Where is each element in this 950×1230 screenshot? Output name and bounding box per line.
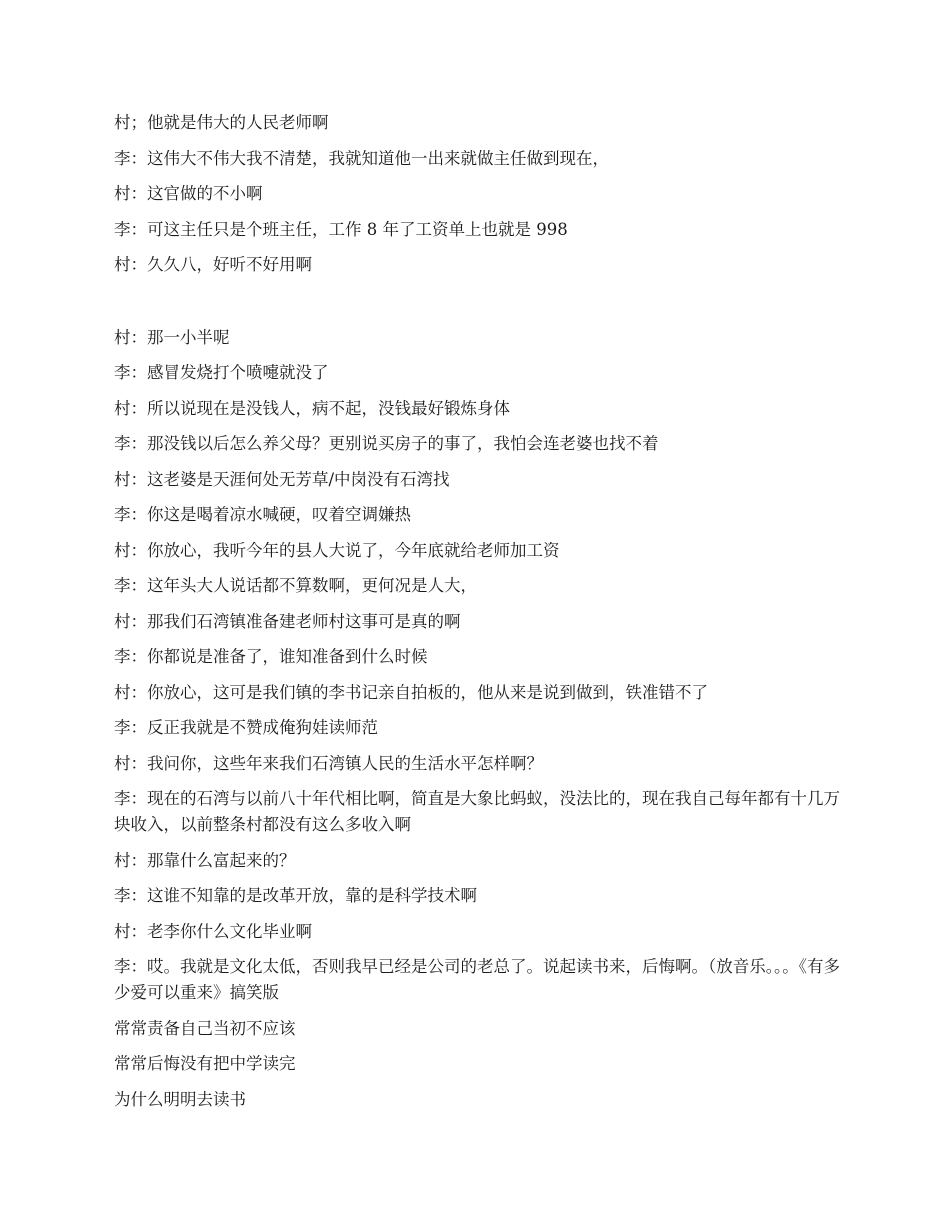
dialogue-line: 村：我问你，这些年来我们石湾镇人民的生活水平怎样啊？ bbox=[114, 753, 543, 773]
lyric-line: 常常后悔没有把中学读完 bbox=[114, 1054, 296, 1073]
dialogue-line: 李：这年头大人说话都不算数啊，更何况是人大， bbox=[114, 576, 477, 595]
dialogue-line: 李：这谁不知靠的是改革开放，靠的是科学技术啊 bbox=[114, 886, 477, 905]
dialogue-line: 村：那靠什么富起来的？ bbox=[114, 850, 296, 870]
dialogue-line: 李：你这是喝着凉水喊硬，叹着空调嫌热 bbox=[114, 505, 411, 524]
dialogue-line: 李：可这主任只是个班主任，工作 8 年了工资单上也就是 998 bbox=[114, 219, 568, 239]
dialogue-line: 李：现在的石湾与以前八十年代相比啊，简直是大象比蚂蚁，没法比的，现在我自己每年都有十几万块收入，以前整条村都没有这么多收入啊 bbox=[114, 789, 840, 834]
dialogue-line: 李：感冒发烧打个喷嚏就没了 bbox=[114, 363, 329, 382]
lyric-line: 常常责备自己当初不应该 bbox=[114, 1018, 296, 1038]
dialogue-line: 村：这官做的不小啊 bbox=[114, 184, 263, 203]
dialogue-line: 村：你放心，这可是我们镇的李书记亲自拍板的，他从来是说到做到，铁准错不了 bbox=[114, 682, 708, 702]
dialogue-line: 李：反正我就是不赞成俺狗娃读师范 bbox=[114, 718, 378, 737]
dialogue-line: 村：所以说现在是没钱人，病不起，没钱最好锻炼身体 bbox=[114, 398, 510, 418]
dialogue-line: 村：你放心，我听今年的县人大说了，今年底就给老师加工资 bbox=[114, 540, 560, 560]
dialogue-line: 村：这老婆是天涯何处无芳草/中岗没有石湾找 bbox=[114, 469, 450, 489]
document-body bbox=[114, 110, 844, 1122]
dialogue-line: 村：久久八，好听不好用啊 bbox=[114, 255, 312, 274]
dialogue-line: 李：这伟大不伟大我不清楚，我就知道他一出来就做主任做到现在， bbox=[114, 148, 609, 168]
dialogue-section-2 bbox=[114, 325, 844, 1113]
lyric-line: 为什么明明去读书 bbox=[114, 1089, 246, 1109]
dialogue-line: 村；他就是伟大的人民老师啊 bbox=[114, 113, 329, 132]
dialogue-line: 村：那我们石湾镇准备建老师村这事可是真的啊 bbox=[114, 611, 461, 631]
dialogue-line: 村：那一小半呢 bbox=[114, 327, 230, 347]
dialogue-line: 李：你都说是准备了，谁知准备到什么时候 bbox=[114, 647, 428, 666]
dialogue-line: 村：老李你什么文化毕业啊 bbox=[114, 921, 312, 941]
dialogue-line: 李：那没钱以后怎么养父母？更别说买房子的事了，我怕会连老婆也找不着 bbox=[114, 434, 659, 453]
dialogue-line: 李：哎。我就是文化太低，否则我早已经是公司的老总了。说起读书来，后悔啊。（放音乐。。。《有多少爱可以重来》搞笑版 bbox=[114, 957, 840, 1002]
dialogue-section-1 bbox=[114, 110, 844, 278]
section-gap bbox=[114, 288, 844, 325]
